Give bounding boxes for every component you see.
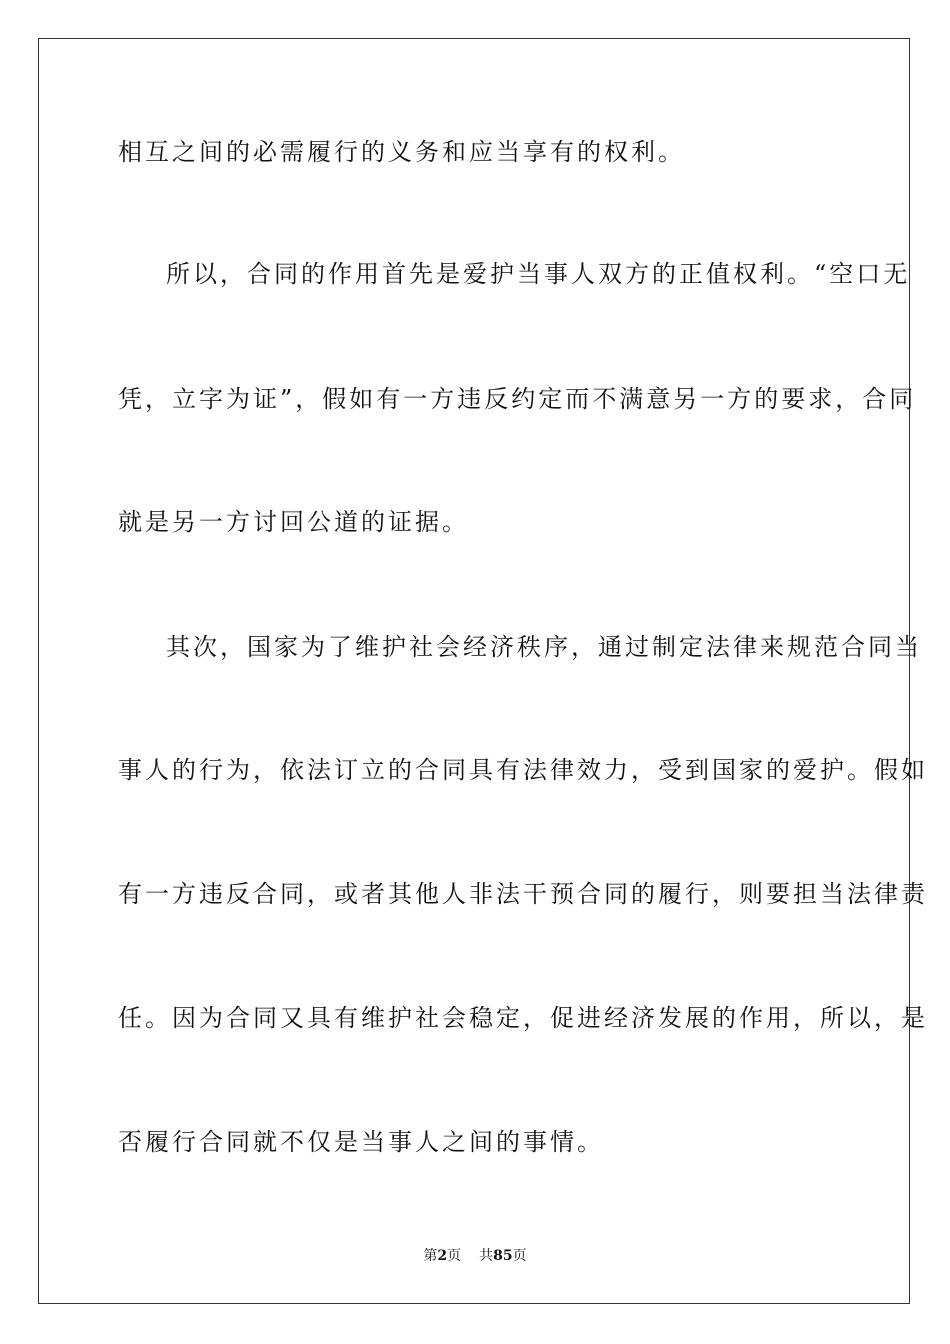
total-pages: 85 (493, 1248, 513, 1264)
text-line: 其次，国家为了维护社会经济秩序，通过制定法律来规范合同当 (166, 633, 922, 661)
total-suffix: 页 (512, 1248, 527, 1264)
page-border (38, 38, 928, 1304)
text-line: 凭，立字为证”，假如有一方违反约定而不满意另一方的要求，合同 (118, 385, 917, 413)
text-line: 任。因为合同又具有维护社会稳定，促进经济发展的作用，所以，是 (118, 1004, 928, 1032)
page-footer (0, 1245, 950, 1265)
text-line: 否履行合同就不仅是当事人之间的事情。 (118, 1128, 604, 1156)
text-line: 就是另一方讨回公道的证据。 (118, 508, 469, 536)
total-prefix: 共 (479, 1248, 494, 1264)
text-line: 事人的行为，依法订立的合同具有法律效力，受到国家的爱护。假如 (118, 756, 928, 784)
page-prefix: 第 (423, 1248, 438, 1264)
page-number: 2 (437, 1248, 448, 1264)
text-line: 有一方违反合同，或者其他人非法干预合同的履行，则要担当法律责 (118, 880, 928, 908)
page-suffix: 页 (447, 1248, 462, 1264)
text-line: 所以，合同的作用首先是爱护当事人双方的正值权利。“空口无 (166, 260, 911, 288)
text-line: 相互之间的必需履行的义务和应当享有的权利。 (118, 138, 685, 166)
